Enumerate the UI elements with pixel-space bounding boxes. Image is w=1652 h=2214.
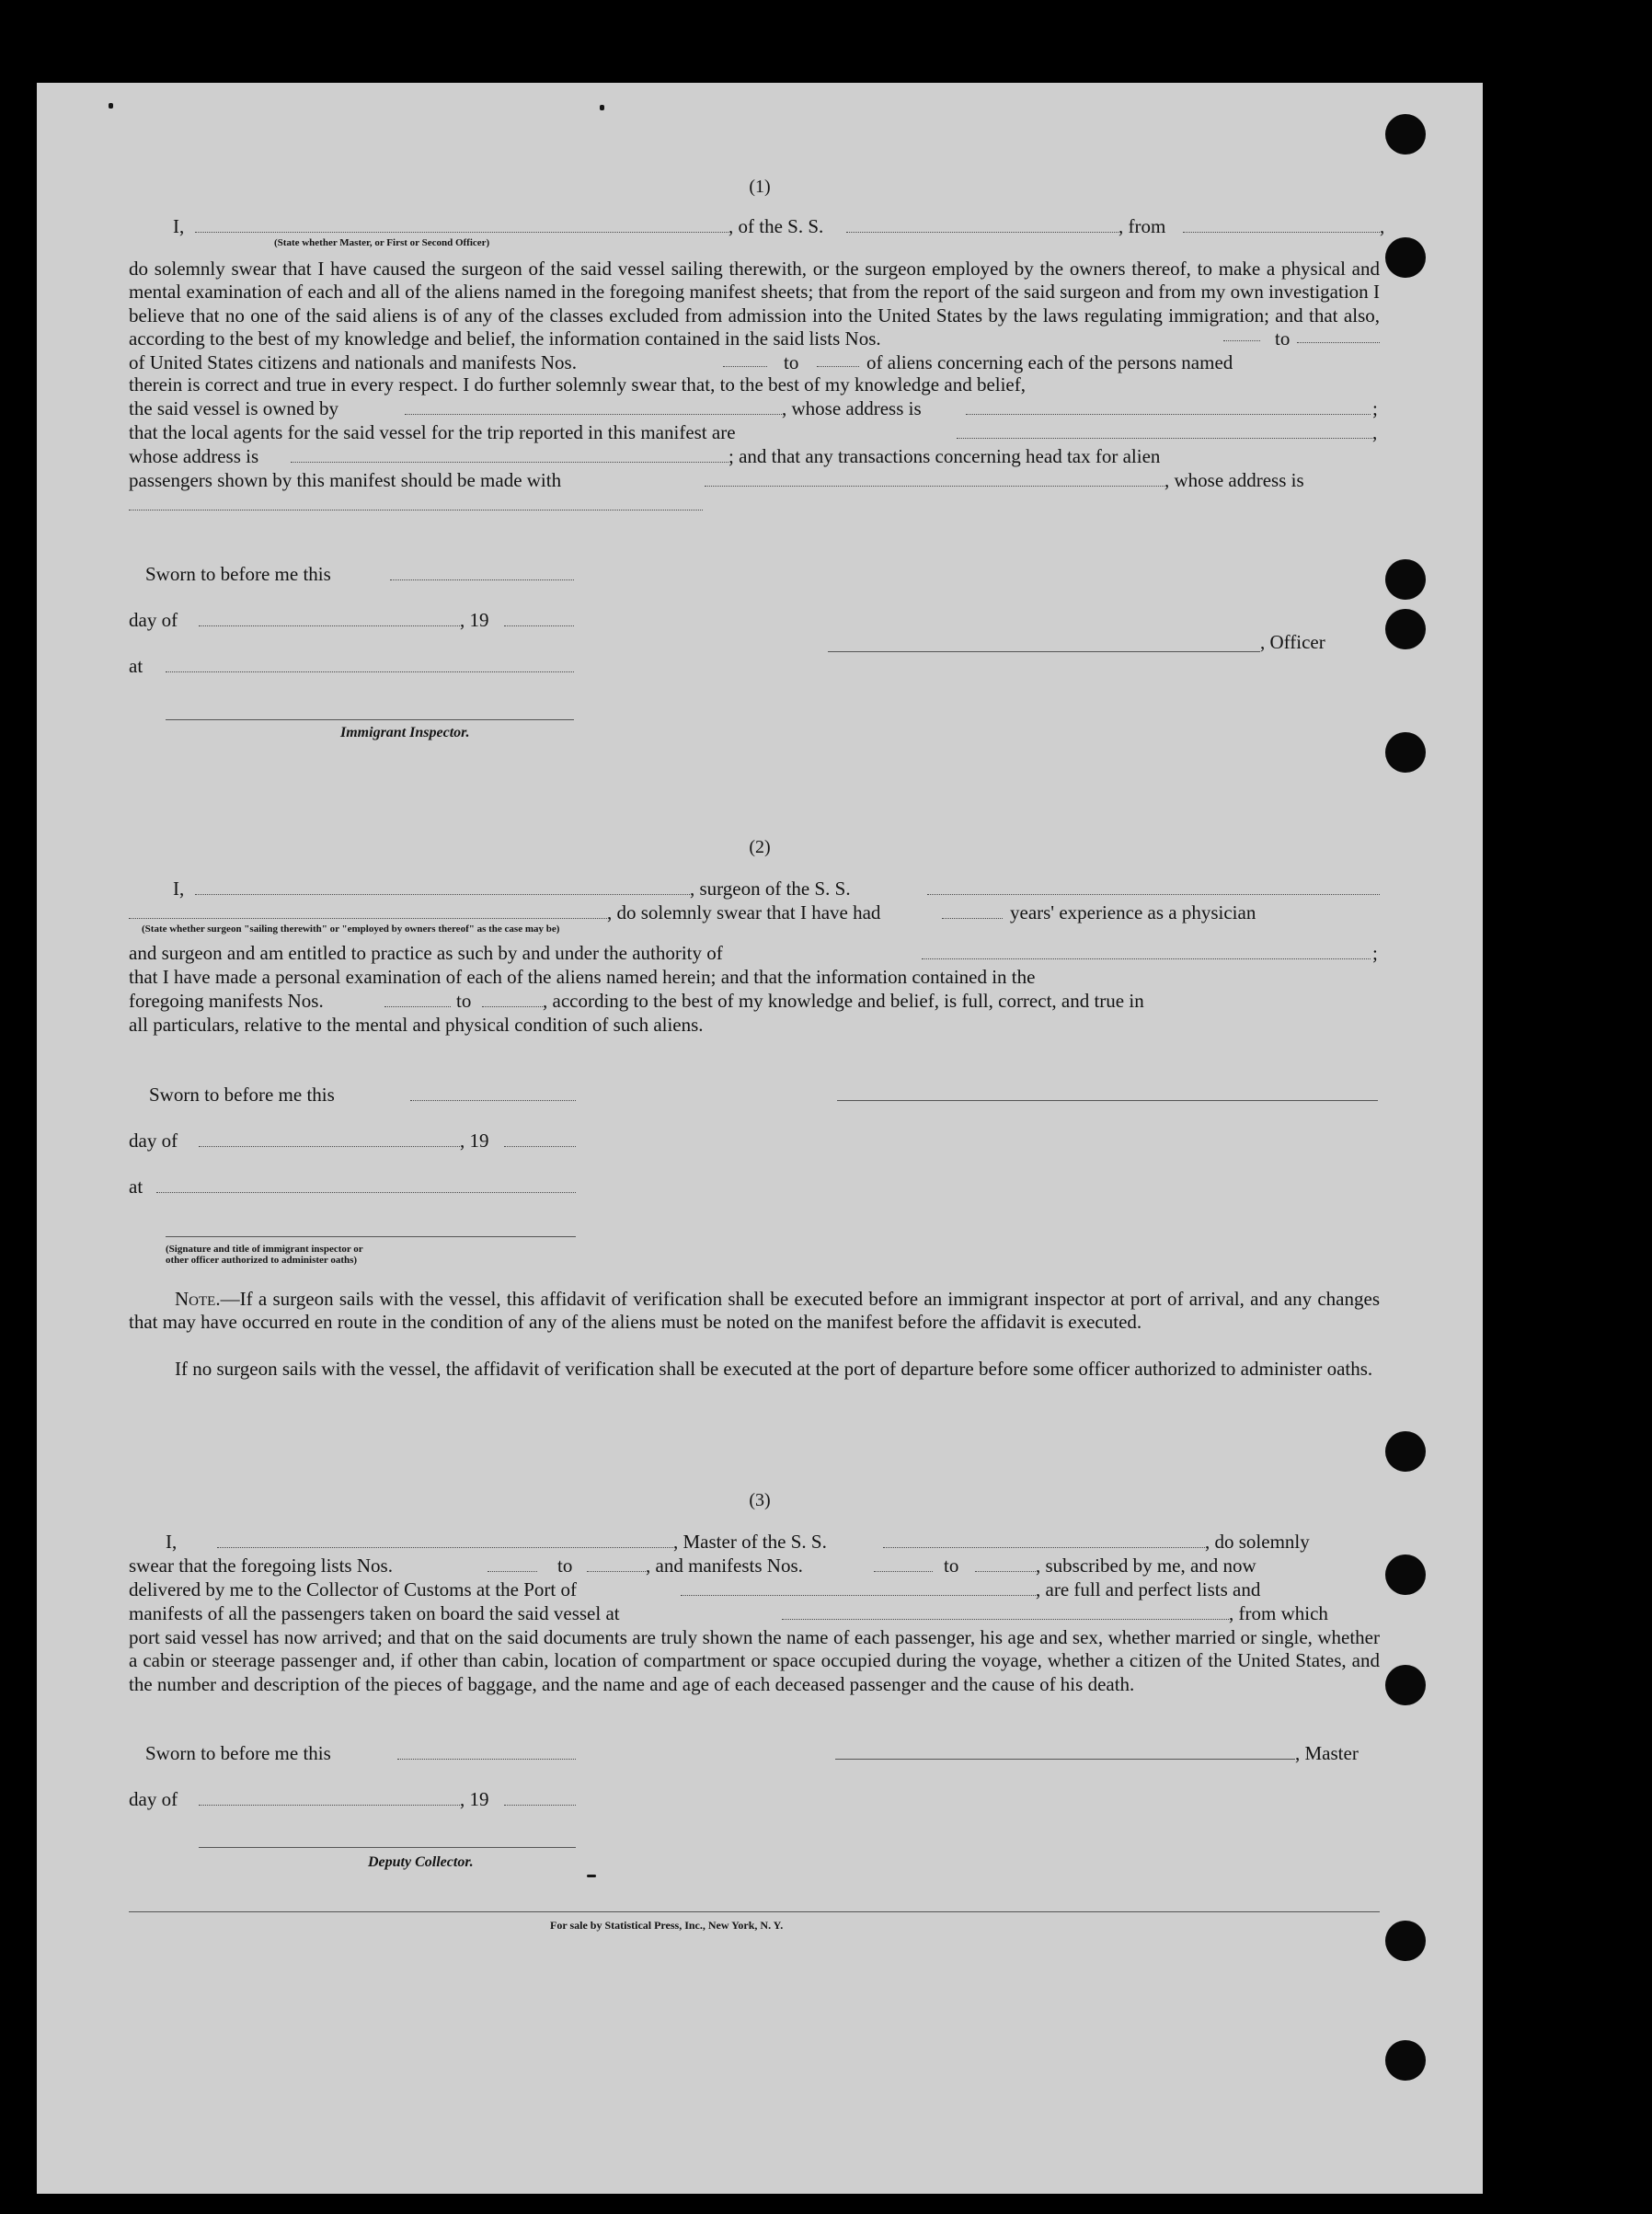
swear-lists-label: swear that the foregoing lists Nos.	[129, 1554, 393, 1577]
manifests-from-field[interactable]	[723, 366, 767, 367]
day-of-label: day of	[129, 1130, 178, 1152]
sworn-label: Sworn to before me this	[145, 563, 331, 585]
agents-address-field[interactable]	[291, 462, 728, 463]
particulars-text: all particulars, relative to the mental and physical condition of such aliens.	[129, 1014, 704, 1036]
s3-master-name-field[interactable]	[217, 1547, 673, 1548]
s3-to-label: to	[557, 1554, 573, 1577]
us-citizens-label: of United States citizens and nationals and manifests Nos.	[129, 351, 577, 373]
local-agents-field[interactable]	[957, 438, 1372, 439]
s3-year-field[interactable]	[504, 1805, 576, 1806]
year-field[interactable]	[504, 625, 574, 626]
punch-hole	[1385, 1665, 1426, 1705]
note-paragraph	[129, 1288, 1380, 1335]
oath-i: I,	[166, 1531, 178, 1553]
oath-i: I,	[173, 878, 185, 900]
at-label: at	[129, 1176, 143, 1198]
passengers-text: passengers shown by this manifest should be made with	[129, 469, 562, 491]
officer-label: , Officer	[1260, 631, 1325, 653]
form-page	[37, 83, 1483, 2194]
punch-hole	[1385, 114, 1426, 155]
owned-by-label: the said vessel is owned by	[129, 397, 339, 419]
from-label: , from	[1119, 215, 1166, 237]
s2-at-field[interactable]	[156, 1192, 576, 1193]
inspector-caption: Immigrant Inspector.	[340, 725, 470, 740]
surgeon-of-label: , surgeon of the S. S.	[690, 878, 851, 900]
officer-signature-line[interactable]	[828, 651, 1260, 652]
examination-text: that I have made a personal examination of each of the aliens named herein; and that the information contained in the	[129, 966, 1036, 988]
section-1-heading: (1)	[749, 177, 771, 197]
years-field[interactable]	[942, 918, 1003, 919]
year-label: , 19	[460, 1788, 489, 1810]
authority-label: and surgeon and am entitled to practice as such by and under the authority of	[129, 942, 723, 964]
at-label: at	[129, 655, 143, 677]
collector-signature-line[interactable]	[199, 1847, 576, 1848]
day-of-label: day of	[129, 609, 178, 631]
lists-from-field[interactable]	[1223, 340, 1260, 341]
punch-hole	[1385, 2040, 1426, 2081]
of-aliens-label: of aliens concerning each of the persons named	[866, 351, 1233, 373]
s3-lists-to-field[interactable]	[587, 1571, 646, 1572]
local-agents-label: that the local agents for the said vessel for the trip reported in this manifest are	[129, 421, 736, 443]
s2-manifests-from-field[interactable]	[384, 1006, 451, 1007]
ink-speck	[587, 1875, 596, 1877]
section-1-oath-text: do solemnly swear that I have caused the surgeon of the said vessel sailing therewith, or the surgeon employed by the owners thereof, to make a physical and mental examination of each and all of the aliens named in the foregoing manifest sheets; that from the report of the said surgeon and from my own investigation I believe that no one of the said aliens is of any of the classes excluded from admission into the United States by the laws regulating immigration; and that also, according to the best of my knowledge and belief, the information contained in the said lists Nos.	[129, 258, 1380, 350]
of-ss-label: , of the S. S.	[728, 215, 824, 237]
surgeon-type-field[interactable]	[129, 918, 607, 919]
punch-hole	[1385, 1431, 1426, 1472]
s3-vessel-field[interactable]	[883, 1547, 1205, 1548]
punch-hole	[1385, 559, 1426, 600]
note-text: —If a surgeon sails with the vessel, this affidavit of verification shall be executed before an immigrant inspector at port of arrival, and any changes that may have occurred en route in the condition of any of the aliens must be noted on the manifest before the affidavit is executed.	[129, 1288, 1380, 1334]
owner-field[interactable]	[405, 414, 782, 415]
lists-nos-row	[129, 327, 1380, 350]
whose-address-label: , whose address is	[1164, 469, 1304, 491]
surgeon-vessel-field[interactable]	[927, 894, 1380, 895]
swear-label: , do solemnly swear that I have had	[607, 901, 881, 923]
punch-hole	[1385, 237, 1426, 278]
sworn-label: Sworn to before me this	[149, 1084, 335, 1106]
s2-sworn-date-field[interactable]	[410, 1100, 576, 1101]
ink-speck	[109, 103, 113, 109]
s2-to-label: to	[456, 990, 472, 1012]
master-of-label: , Master of the S. S.	[673, 1531, 827, 1553]
agents-address-label: whose address is	[129, 445, 259, 467]
delivered-label: delivered by me to the Collector of Customs at the Port of	[129, 1578, 577, 1600]
and-manifests-label: , and manifests Nos.	[646, 1554, 803, 1577]
manifests-all-label: manifests of all the passengers taken on board the said vessel at	[129, 1602, 620, 1624]
punch-hole	[1385, 1921, 1426, 1961]
master-name-field[interactable]	[195, 232, 728, 233]
vessel-name-field[interactable]	[846, 232, 1119, 233]
subscribed-label: , subscribed by me, and now	[1036, 1554, 1256, 1577]
s2-signature-line[interactable]	[166, 1236, 576, 1237]
section-3-heading: (3)	[749, 1490, 771, 1510]
sig-note-2: other officer authorized to administer oaths)	[166, 1255, 358, 1266]
punch-hole	[1385, 732, 1426, 773]
departure-port-field[interactable]	[782, 1619, 1229, 1620]
head-tax-text: ; and that any transactions concerning head tax for alien	[728, 445, 1161, 467]
lists-to-field[interactable]	[1297, 342, 1380, 343]
s2-year-field[interactable]	[504, 1146, 576, 1147]
owner-address-field[interactable]	[966, 414, 1371, 415]
no-surgeon-paragraph: If no surgeon sails with the vessel, the affidavit of verification shall be executed at the port of departure before some officer authorized to administer oaths.	[175, 1358, 1373, 1380]
s3-lists-from-field[interactable]	[488, 1571, 537, 1572]
manifests-to-field[interactable]	[817, 366, 859, 367]
authority-field[interactable]	[922, 958, 1371, 959]
ink-speck	[600, 105, 604, 110]
port-from-field[interactable]	[1183, 232, 1380, 233]
whose-address-label: , whose address is	[782, 397, 922, 419]
section-3-oath-text: port said vessel has now arrived; and that on the said documents are truly shown the name of each passenger, his age and sex, whether married or single, whether a cabin or steerage passenger and, if other than cabin, location of compartment or space occupied during the voyage, whether a citizen of the United States, and the number and description of the pieces of baggage, and the name and age of each deceased passenger and the cause of his death.	[129, 1626, 1380, 1695]
from-which-label: , from which	[1229, 1602, 1328, 1624]
printer-imprint: For sale by Statistical Press, Inc., New York, N. Y.	[550, 1919, 784, 1932]
collector-caption: Deputy Collector.	[368, 1854, 474, 1870]
semicolon: ;	[1372, 942, 1378, 964]
manifests-to-label: to	[784, 351, 799, 373]
s3-sworn-date-field[interactable]	[397, 1759, 576, 1760]
further-swear-text: therein is correct and true in every respect. I do further solemnly swear that, to the best of my knowledge and belief,	[129, 373, 1026, 396]
best-knowledge-text: , according to the best of my knowledge and belief, is full, correct, and true in	[543, 990, 1144, 1012]
trailing-comma: ,	[1380, 215, 1385, 237]
years-label: years' experience as a physician	[1010, 901, 1256, 923]
full-label: , are full and perfect lists and	[1036, 1578, 1261, 1600]
s3-to-label-2: to	[944, 1554, 959, 1577]
day-of-field[interactable]	[199, 625, 460, 626]
s3-manifests-from-field[interactable]	[874, 1571, 933, 1572]
solemnly-label: , do solemnly	[1205, 1531, 1310, 1553]
surgeon-note: (State whether surgeon "sailing therewith" or "employed by owners thereof" as the case may be)	[142, 923, 560, 935]
inspector-signature-line[interactable]	[166, 719, 574, 720]
master-note: (State whether Master, or First or Second Officer)	[274, 237, 490, 248]
semicolon: ;	[1372, 397, 1378, 419]
section-2-heading: (2)	[749, 837, 771, 857]
s3-day-of-field[interactable]	[199, 1805, 460, 1806]
master-label: , Master	[1295, 1742, 1359, 1764]
surgeon-name-field[interactable]	[195, 894, 690, 895]
sig-note-1: (Signature and title of immigrant inspector or	[166, 1244, 363, 1255]
at-field[interactable]	[166, 671, 574, 672]
port-field[interactable]	[681, 1595, 1036, 1596]
manifests-nos-label: foregoing manifests Nos.	[129, 990, 324, 1012]
day-of-label: day of	[129, 1788, 178, 1810]
punch-hole	[1385, 609, 1426, 649]
surgeon-signature-line[interactable]	[837, 1100, 1378, 1101]
s2-day-of-field[interactable]	[199, 1146, 460, 1147]
head-tax-contact-field[interactable]	[705, 486, 1164, 487]
year-label: , 19	[460, 1130, 489, 1152]
note-label: Note.	[175, 1288, 221, 1310]
lists-to-label: to	[1275, 327, 1291, 350]
year-label: , 19	[460, 609, 489, 631]
trailing-comma: ,	[1372, 421, 1378, 443]
oath-i: I,	[173, 215, 185, 237]
master-signature-line[interactable]	[835, 1759, 1295, 1760]
sworn-label: Sworn to before me this	[145, 1742, 331, 1764]
footer-rule	[129, 1911, 1380, 1912]
punch-hole	[1385, 1554, 1426, 1595]
s2-manifests-to-field[interactable]	[482, 1006, 543, 1007]
sworn-date-field[interactable]	[390, 579, 574, 580]
s3-manifests-to-field[interactable]	[975, 1571, 1036, 1572]
